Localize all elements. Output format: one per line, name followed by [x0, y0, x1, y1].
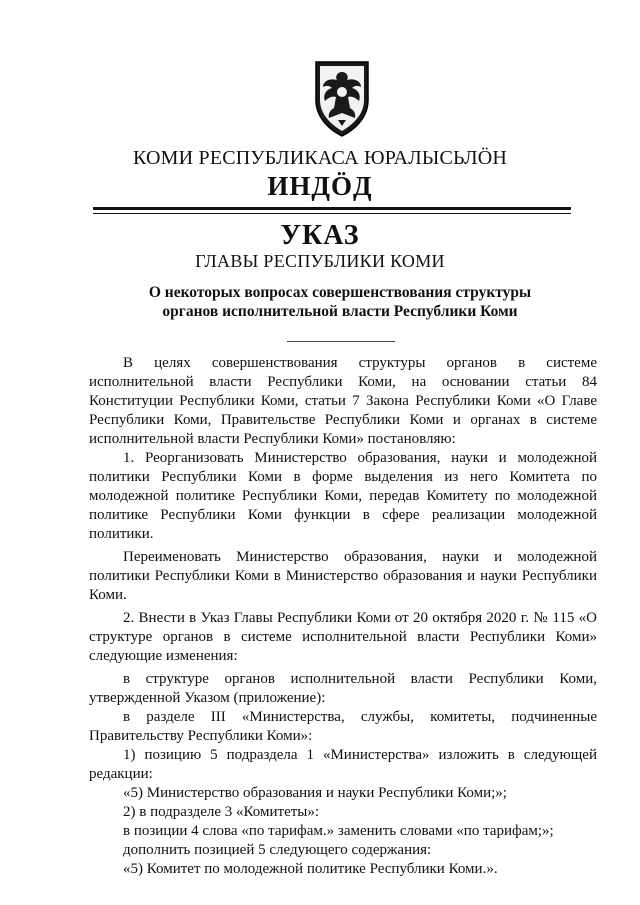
paragraph-2-item2: 2) в подразделе 3 «Комитеты»: — [123, 804, 320, 820]
paragraph-1: 1. Реорганизовать Министерство образования, науки и молодежной политики Республики Коми в форме выделения из него Комитета по молодежной политике Республики Коми, передав Комитету по молодежной политике Республики Коми функции в сфере реализации молодежной политики. — [89, 450, 597, 542]
subject-divider — [287, 341, 395, 342]
paragraph-2-item2-b: дополнить позицией 5 следующего содержания: — [123, 842, 432, 858]
paragraph-1-rename: Переименовать Министерство образования, науки и молодежной политики Республики Коми в Министерство образования и науки Республики Коми. — [89, 549, 597, 603]
republic-komi-title: КОМИ РЕСПУБЛИКАСА ЮРАЛЫСЬЛӦН — [132, 147, 507, 169]
paragraph-2-item2-c: «5) Комитет по молодежной политике Республики Коми.». — [123, 861, 498, 877]
paragraph-2-item2-a: в позиции 4 слова «по тарифам.» заменить словами «по тарифам;»; — [123, 823, 554, 839]
subject-line-1: О некоторых вопросах совершенствования структуры — [148, 284, 532, 301]
paragraph-2: 2. Внести в Указ Главы Республики Коми от 20 октября 2020 г. № 115 «О структуре органов в системе исполнительной власти Республики Коми» следующие изменения: — [89, 610, 597, 664]
decree-title: УКАЗ — [280, 220, 360, 251]
paragraph-2-item1: 1) позицию 5 подраздела 1 «Министерства» изложить в следующей редакции: — [89, 747, 597, 782]
paragraph-2-structure: в структуре органов исполнительной власти Республики Коми, утвержденной Указом (приложение): — [89, 671, 597, 706]
indod-title: ИНДӦД — [267, 171, 373, 201]
coat-of-arms-icon — [308, 56, 376, 138]
header-rule-thick — [93, 207, 571, 210]
paragraph-2-item1-text: «5) Министерство образования и науки Республики Коми;»; — [123, 785, 507, 801]
decree-body — [89, 354, 597, 879]
decree-subject — [110, 283, 570, 321]
decree-issuer: ГЛАВЫ РЕСПУБЛИКИ КОМИ — [195, 251, 445, 271]
header-rule-thin — [93, 213, 571, 214]
subject-line-2: органов исполнительной власти Республики Коми — [162, 303, 518, 320]
intro-paragraph: В целях совершенствования структуры органов в системе исполнительной власти Республики Коми, на основании статьи 84 Конституции Республики Коми, статьи 7 Закона Республики Коми «О Главе Республики Коми, Правительстве Республики Коми и органах в системе исполнительной власти Республики Коми» постановляю: — [89, 355, 597, 447]
paragraph-2-section3: в разделе III «Министерства, службы, комитеты, подчиненные Правительству Республики Коми»: — [89, 709, 597, 744]
